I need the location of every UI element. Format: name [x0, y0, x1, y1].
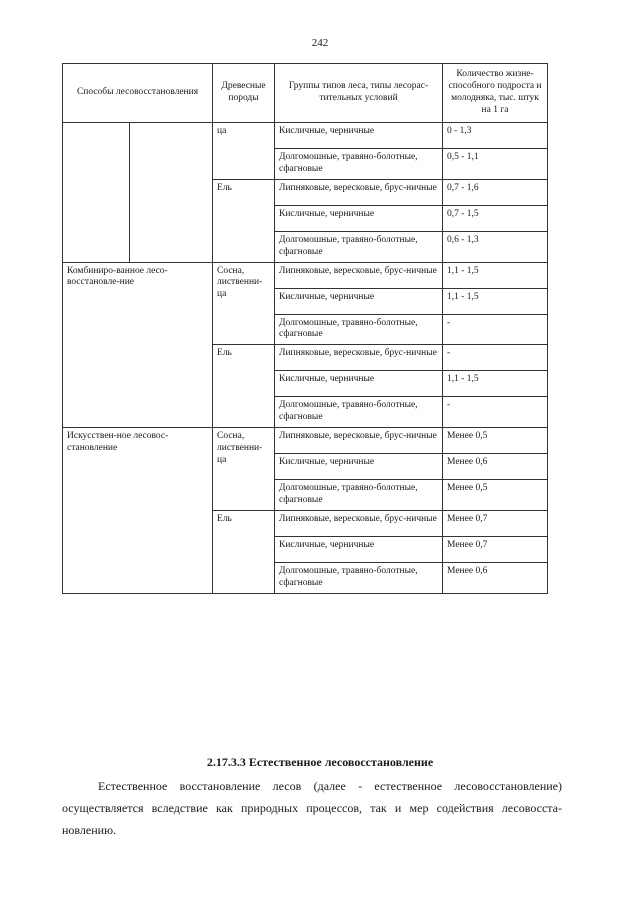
value-cell: 0 - 1,3	[443, 123, 548, 149]
method-cell-b	[130, 123, 213, 263]
header-species: Древесные породы	[213, 64, 275, 123]
section-heading: 2.17.3.3 Естественное лесовосстановление	[206, 755, 434, 769]
forest-type-cell: Долгомошные, травяно-болотные, сфагновые	[275, 149, 443, 180]
paragraph-line: Естественное восстановление лесов (далее - естественное лесовосстановление)	[98, 779, 562, 793]
forest-type-cell: Липняковые, вересковые, брус-ничные	[275, 345, 443, 371]
forest-type-cell: Липняковые, вересковые, брус-ничные	[275, 262, 443, 288]
forest-type-cell: Липняковые, вересковые, брус-ничные	[275, 428, 443, 454]
forest-type-cell: Кисличные, черничные	[275, 536, 443, 562]
regeneration-table	[62, 63, 548, 594]
forest-type-cell: Липняковые, вересковые, брус-ничные	[275, 510, 443, 536]
value-cell: -	[443, 345, 548, 371]
species-cell: Сосна, лиственни-ца	[213, 428, 275, 511]
paragraph-line: новлению.	[62, 823, 117, 837]
table-row	[63, 123, 548, 149]
forest-type-cell: Липняковые, вересковые, брус-ничные	[275, 179, 443, 205]
paragraph-line: осуществляется вследствие как природных процессов, так и мер содействия лесовосста-	[62, 801, 562, 815]
value-cell: 0,6 - 1,3	[443, 231, 548, 262]
forest-type-cell: Долгомошные, травяно-болотные, сфагновые	[275, 397, 443, 428]
value-cell: 0,7 - 1,6	[443, 179, 548, 205]
forest-type-cell: Кисличные, черничные	[275, 288, 443, 314]
method-cell: Искусствен-ное лесовос-становление	[63, 428, 213, 594]
value-cell: Менее 0,5	[443, 428, 548, 454]
table-row	[63, 262, 548, 288]
method-cell-a	[63, 123, 130, 263]
species-cell: ца	[213, 123, 275, 180]
species-cell: Ель	[213, 510, 275, 593]
value-cell: Менее 0,6	[443, 454, 548, 480]
species-cell: Сосна, лиственни-ца	[213, 262, 275, 345]
header-quantity: Количество жизне-способного подроста и молодняка, тыс. штук на 1 га	[443, 64, 548, 123]
value-cell: 1,1 - 1,5	[443, 288, 548, 314]
forest-type-cell: Долгомошные, травяно-болотные, сфагновые	[275, 562, 443, 593]
forest-type-cell: Долгомошные, травяно-болотные, сфагновые	[275, 480, 443, 511]
value-cell: 1,1 - 1,5	[443, 262, 548, 288]
table-row	[63, 428, 548, 454]
value-cell: Менее 0,7	[443, 510, 548, 536]
species-cell: Ель	[213, 345, 275, 428]
species-cell: Ель	[213, 179, 275, 262]
forest-type-cell: Кисличные, черничные	[275, 371, 443, 397]
value-cell: Менее 0,6	[443, 562, 548, 593]
forest-type-cell: Кисличные, черничные	[275, 123, 443, 149]
value-cell: Менее 0,7	[443, 536, 548, 562]
forest-type-cell: Долгомошные, травяно-болотные, сфагновые	[275, 231, 443, 262]
forest-type-cell: Кисличные, черничные	[275, 454, 443, 480]
value-cell: 0,7 - 1,5	[443, 205, 548, 231]
method-cell: Комбиниро-ванное лесо-восстановле-ние	[63, 262, 213, 428]
value-cell: Менее 0,5	[443, 480, 548, 511]
page-number: 242	[311, 37, 329, 49]
value-cell: -	[443, 397, 548, 428]
value-cell: -	[443, 314, 548, 345]
forest-type-cell: Кисличные, черничные	[275, 205, 443, 231]
value-cell: 1,1 - 1,5	[443, 371, 548, 397]
value-cell: 0,5 - 1,1	[443, 149, 548, 180]
forest-type-cell: Долгомошные, травяно-болотные, сфагновые	[275, 314, 443, 345]
table-header-row	[63, 64, 548, 123]
header-forest-types: Группы типов леса, типы лесорас-тительных условий	[275, 64, 443, 123]
header-method: Способы лесовосстановления	[63, 64, 213, 123]
